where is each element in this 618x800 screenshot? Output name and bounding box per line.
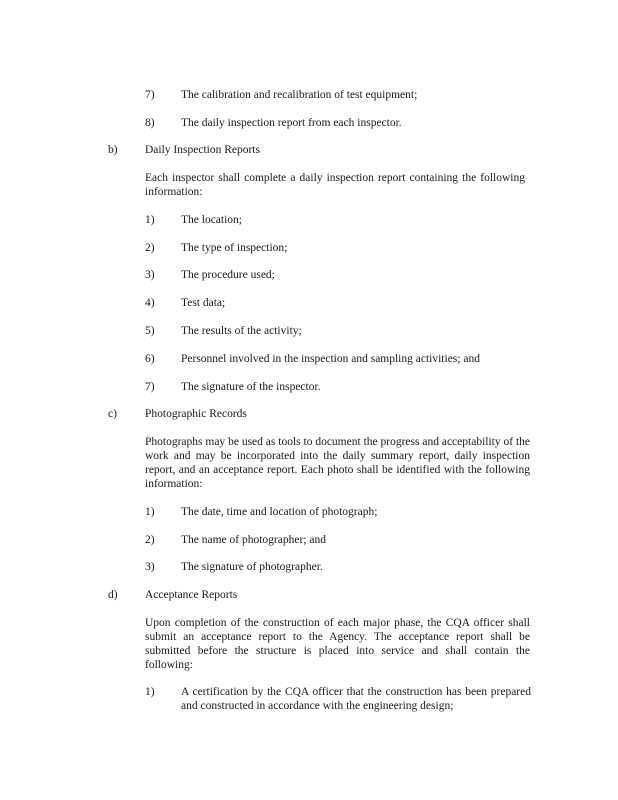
list-item-text: The date, time and location of photograph; xyxy=(181,506,378,518)
list-item-text: The location; xyxy=(181,214,242,226)
list-number: 3) xyxy=(145,269,155,281)
list-number: 6) xyxy=(145,353,155,365)
list-item-text: Personnel involved in the inspection and sampling activities; and xyxy=(181,353,480,365)
section-intro: Each inspector shall complete a daily inspection report containing the following information: xyxy=(145,172,525,198)
list-item-text: The signature of photographer. xyxy=(181,561,323,573)
section-letter: d) xyxy=(108,589,118,601)
list-number: 7) xyxy=(145,381,155,393)
list-item-text: The type of inspection; xyxy=(181,242,288,254)
list-item-text: The results of the activity; xyxy=(181,325,302,337)
section-heading: Acceptance Reports xyxy=(145,589,238,601)
section-intro: Upon completion of the construction of each major phase, the CQA officer shall submit an acceptance report to the Agency. The acceptance report shall be submitted before the structure is placed into service and shall contain the following: xyxy=(145,617,530,671)
list-number: 1) xyxy=(145,506,155,518)
section-heading: Photographic Records xyxy=(145,408,247,420)
list-item-text: Test data; xyxy=(181,297,226,309)
list-item-text: The procedure used; xyxy=(181,269,275,281)
list-item-text: The signature of the inspector. xyxy=(181,381,321,393)
list-number: 1) xyxy=(145,214,155,226)
list-number: 8) xyxy=(145,117,155,129)
list-number: 7) xyxy=(145,89,155,101)
list-item-text: The daily inspection report from each inspector. xyxy=(181,117,402,129)
list-item-text: A certification by the CQA officer that the construction has been prepared and constructed in accordance with the engineering design; xyxy=(181,686,531,712)
list-item-text: The name of photographer; and xyxy=(181,534,326,546)
section-letter: b) xyxy=(108,144,118,156)
list-number: 5) xyxy=(145,325,155,337)
section-heading: Daily Inspection Reports xyxy=(145,144,260,156)
list-number: 4) xyxy=(145,297,155,309)
list-number: 3) xyxy=(145,561,155,573)
section-intro: Photographs may be used as tools to document the progress and acceptability of the work and may be incorporated into the daily summary report, daily inspection report, and an acceptance report. Each photo shall be identified with the following information: xyxy=(145,436,530,490)
list-item-text: The calibration and recalibration of test equipment; xyxy=(181,89,418,101)
list-number: 1) xyxy=(145,686,155,698)
list-number: 2) xyxy=(145,534,155,546)
section-letter: c) xyxy=(108,408,117,420)
list-number: 2) xyxy=(145,242,155,254)
